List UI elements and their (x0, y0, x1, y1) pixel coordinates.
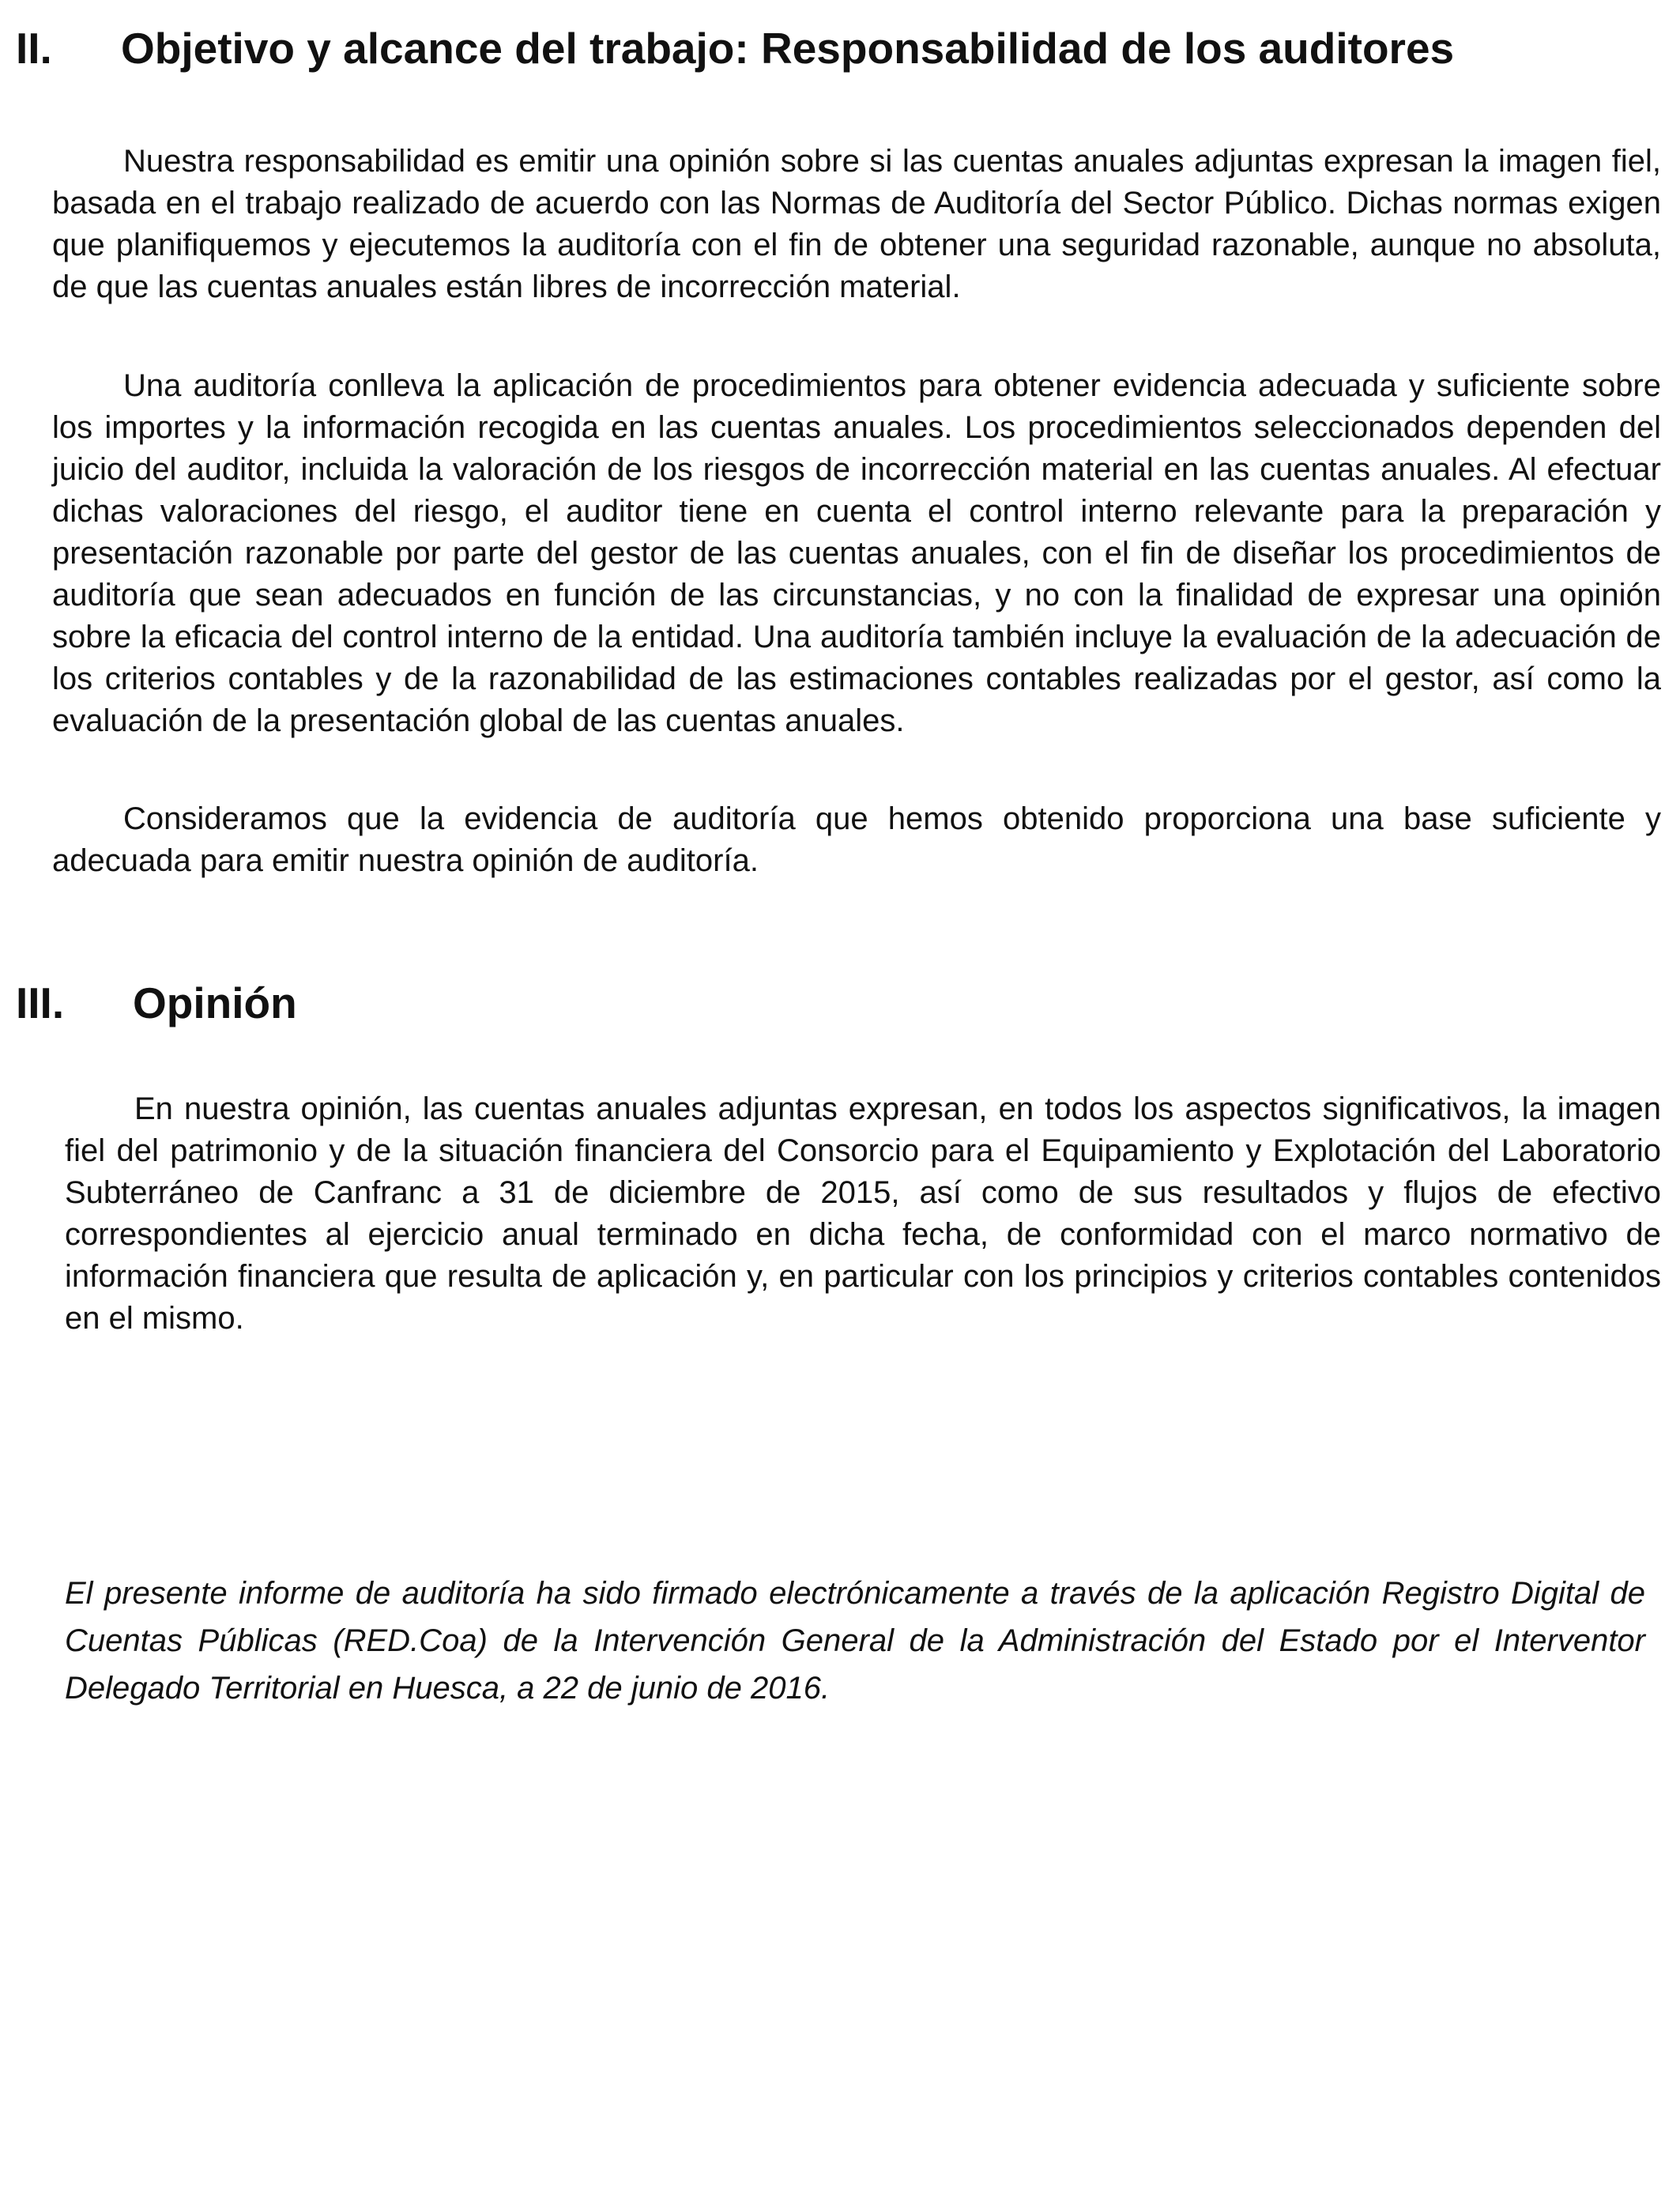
section-2-paragraph-2: Una auditoría conlleva la aplicación de procedimientos para obtener evidencia adecuada y suficiente sobre los importes y la información recogida en las cuentas anuales. Los procedimientos seleccionados dependen del juicio del auditor, incluida la valoración de los riesgos de incorrección material en las cuentas anuales. Al efectuar dichas valoraciones del riesgo, el auditor tiene en cuenta el control interno relevante para la preparación y presentación razonable por parte del gestor de las cuentas anuales, con el fin de diseñar los procedimientos de auditoría que sean adecuados en función de las circunstancias, y no con la finalidad de expresar una opinión sobre la eficacia del control interno de la entidad. Una auditoría también incluye la evaluación de la adecuación de los criterios contables y de la razonabilidad de las estimaciones contables realizadas por el gestor, así como la evaluación de la presentación global de las cuentas anuales. (52, 368, 1661, 738)
section-2-paragraph-3: Consideramos que la evidencia de auditoría que hemos obtenido proporciona una base suficiente y adecuada para emitir nuestra opinión de auditoría. (52, 801, 1661, 878)
electronic-signature-note: El presente informe de auditoría ha sido firmado electrónicamente a través de la aplicación Registro Digital de Cuentas Públicas (RED.Coa) de la Intervención General de la Administración del Estado por el Interventor Delegado Territorial en Huesca, a 22 de junio de 2016. (65, 1576, 1645, 1706)
opinion-paragraph: En nuestra opinión, las cuentas anuales adjuntas expresan, en todos los aspectos significativos, la imagen fiel del patrimonio y de la situación financiera del Consorcio para el Equipamiento y Explotación del Laboratorio Subterráneo de Canfranc a 31 de diciembre de 2015, así como de sus resultados y flujos de efectivo correspondientes al ejercicio anual terminado en dicha fecha, de conformidad con el marco normativo de información financiera que resulta de aplicación y, en particular con los principios y criterios contables contenidos en el mismo. (65, 1091, 1661, 1336)
section-2-number: II. (16, 24, 52, 73)
section-2-title: Objetivo y alcance del trabajo: Responsabilidad de los auditores (121, 24, 1455, 73)
section-3-title: Opinión (133, 978, 297, 1027)
section-3-number: III. (16, 978, 65, 1027)
section-2-paragraph-1: Nuestra responsabilidad es emitir una opinión sobre si las cuentas anuales adjuntas expresan la imagen fiel, basada en el trabajo realizado de acuerdo con las Normas de Auditoría del Sector Público. Dichas normas exigen que planifiquemos y ejecutemos la auditoría con el fin de obtener una seguridad razonable, aunque no absoluta, de que las cuentas anuales están libres de incorrección material. (52, 144, 1661, 304)
section-3-heading (16, 978, 490, 1029)
section-2-heading (16, 24, 1659, 74)
